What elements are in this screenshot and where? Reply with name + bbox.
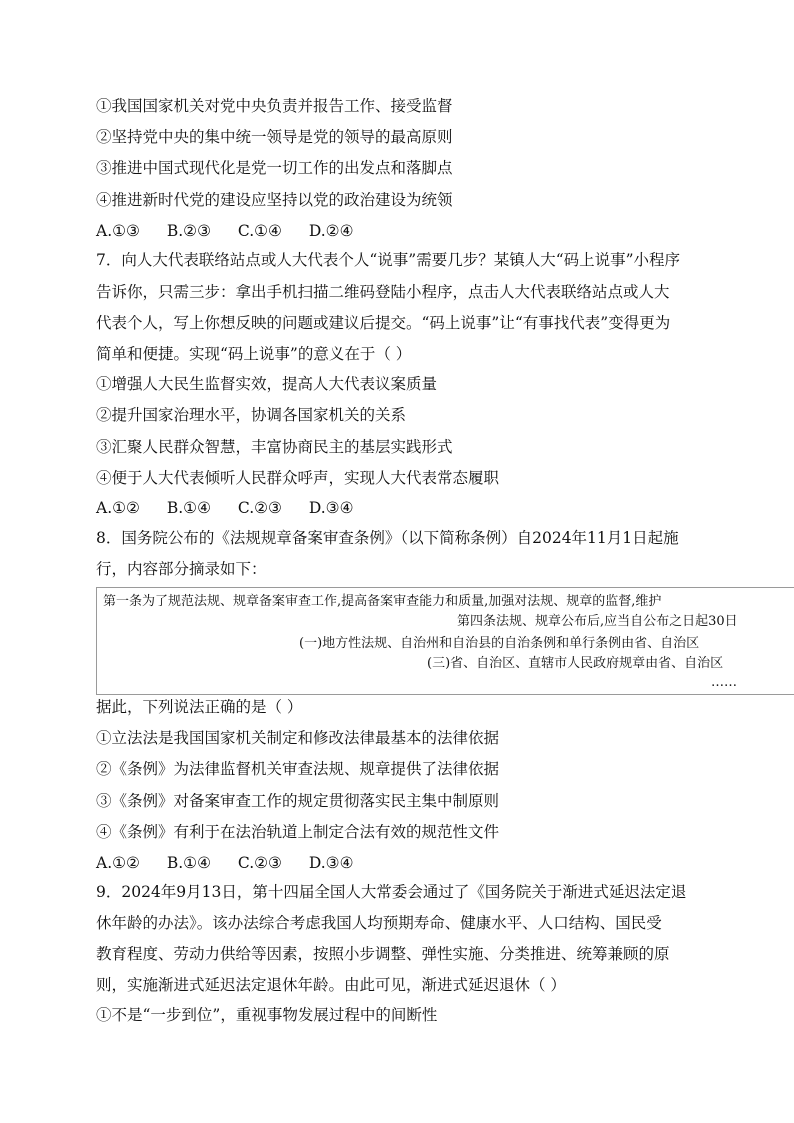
q7-stem-line-3: 代表个人，写上你想反映的问题或建议后提交。“码上说事”让“有事找代表”变得更为 xyxy=(96,314,671,332)
excerpt-ellipsis: …… xyxy=(711,675,737,690)
q6-option-c: C.①④ xyxy=(237,222,282,240)
q7-options xyxy=(96,498,375,518)
q6-item-3: ③推进中国式现代化是党一切工作的出发点和落脚点 xyxy=(96,159,453,177)
q6-option-d: D.②④ xyxy=(308,222,354,240)
q6-item-2: ②坚持党中央的集中统一领导是党的领导的最高原则 xyxy=(96,128,453,146)
q7-item-2: ②提升国家治理水平，协调各国家机关的关系 xyxy=(96,406,407,424)
q7-stem-line-4: 简单和便捷。实现“码上说事”的意义在于（ ） xyxy=(96,345,412,363)
excerpt-line-2: 第四条法规、规章公布后,应当自公布之日起30日 xyxy=(457,614,738,629)
q7-option-c: C.②③ xyxy=(237,499,282,517)
q8-item-1: ①立法法是我国国家机关制定和修改法律最基本的法律依据 xyxy=(96,729,500,747)
q8-item-4: ④《条例》有利于在法治轨道上制定合法有效的规范性文件 xyxy=(96,823,500,841)
q9-stem-line-4: 则，实施渐进式延迟法定退休年龄。由此可见，渐进式延迟退休（ ） xyxy=(96,976,566,994)
q7-option-d: D.③④ xyxy=(308,499,354,517)
q6-option-b: B.②③ xyxy=(166,222,211,240)
excerpt-line-4: (三)省、自治区、直辖市人民政府规章由省、自治区 xyxy=(427,656,724,671)
q8-item-2: ②《条例》为法律监督机关审查法规、规章提供了法律依据 xyxy=(96,760,500,778)
q9-stem-line-1: 9．2024年9月13日，第十四届全国人大常委会通过了《国务院关于渐进式延迟法定退 xyxy=(96,883,687,901)
q7-option-a: A.①② xyxy=(96,499,140,517)
q7-item-1: ①增强人大民生监督实效，提高人大代表议案质量 xyxy=(96,375,438,393)
q6-item-4: ④推进新时代党的建设应坚持以党的政治建设为统领 xyxy=(96,191,453,209)
q7-option-b: B.①④ xyxy=(166,499,211,517)
excerpt-line-1: 第一条为了规范法规、规章备案审查工作,提高备案审查能力和质量,加强对法规、规章的监督,维护 xyxy=(103,594,662,609)
q7-item-3: ③汇聚人民群众智慧，丰富协商民主的基层实践形式 xyxy=(96,438,453,456)
q8-option-b: B.①④ xyxy=(166,854,211,872)
q8-stem-line-1: 8．国务院公布的《法规规章备案审查条例》（以下简称条例）自2024年11月1日起施 xyxy=(96,529,679,547)
q7-stem-line-1: 7．向人大代表联络站点或人大代表个人“说事”需要几步？某镇人大“码上说事”小程序 xyxy=(96,251,681,269)
q9-stem-line-2: 休年龄的办法》。该办法综合考虑我国人均预期寿命、健康水平、人口结构、国民受 xyxy=(96,914,662,932)
q7-item-4: ④便于人大代表倾听人民群众呼声，实现人大代表常态履职 xyxy=(96,469,500,487)
q9-stem-line-3: 教育程度、劳动力供给等因素，按照小步调整、弹性实施、分类推进、统筹兼顾的原 xyxy=(96,945,670,963)
q7-stem-line-2: 告诉你，只需三步：拿出手机扫描二维码登陆小程序，点击人大代表联络站点或人大 xyxy=(96,283,670,301)
q6-item-1: ①我国国家机关对党中央负责并报告工作、接受监督 xyxy=(96,97,453,115)
q8-option-c: C.②③ xyxy=(237,854,282,872)
excerpt-line-3: (一)地方性法规、自治州和自治县的自治条例和单行条例由省、自治区 xyxy=(299,636,700,651)
q8-stem-line-2: 行，内容部分摘录如下： xyxy=(96,560,267,578)
q9-item-1: ①不是“一步到位”，重视事物发展过程中的间断性 xyxy=(96,1006,438,1024)
q8-option-d: D.③④ xyxy=(308,854,354,872)
q8-item-3: ③《条例》对备案审查工作的规定贯彻落实民主集中制原则 xyxy=(96,792,500,810)
q6-option-a: A.①③ xyxy=(96,222,140,240)
q6-options xyxy=(96,221,375,241)
q8-option-a: A.①② xyxy=(96,854,140,872)
q8-excerpt-box xyxy=(96,587,794,695)
q8-question: 据此，下列说法正确的是（ ） xyxy=(96,698,303,716)
q8-options xyxy=(96,853,375,873)
